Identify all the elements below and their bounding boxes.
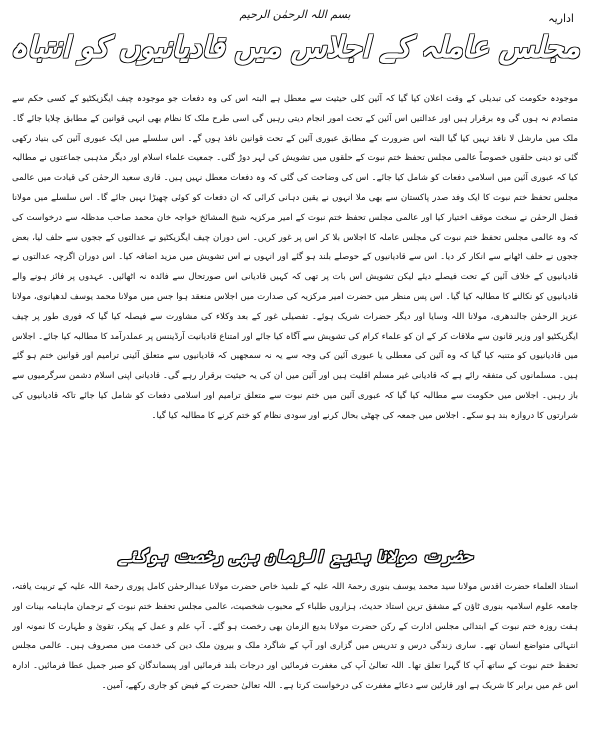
bismillah-heading: بسم اللہ الرحمٰن الرحیم [239, 8, 351, 21]
obituary-subheading: حضرت مولانا بدیع الزمان بھی رخصت ہوگئے [117, 547, 473, 567]
editorial-paragraph-two [12, 578, 578, 728]
editorial-title: مجلس عاملہ کے اجلاس میں قادیانیوں کو انتباہ [10, 30, 580, 64]
paragraph-one-text: موجودہ حکومت کی تبدیلی کے وقت اعلان کیا گیا کہ آئین کلی حیثیت سے معطل ہے البتہ اس کی وہ دفعات جو موجودہ چیف ایگزیکٹیو کے کسی حکم سے متصادم نہ ہوں گی وہ برقرار ہیں اور عدالتیں اس آئین کے تحت امور انجام دیتی رہیں گی اسی طرح ملک کا نظام بھی انہی قوانین کے مطابق چلایا جائے گا۔ ملک میں مارشل لا نافذ نہیں کیا گیا البتہ اس ضرورت کے مطابق عبوری آئین کے تحت قوانین نافذ ہوں گے۔ اس سلسلے میں ایک عبوری آئین کی بنیاد رکھی گئی تو دینی حلقوں خصوصاً عالمی مجلس تحفظ ختم نبوت کے حلقوں میں تشویش کی لہر دوڑ گئی۔ جمعیت علماء اسلام اور دیگر مذہبی جماعتوں نے مطالبہ کیا کہ عبوری آئین میں اسلامی دفعات کو شامل کیا جائے۔ اس کی وضاحت کی گئی کہ وہ دفعات معطل نہیں ہیں۔ قاری سعید الرحمٰن کی قیادت میں عالمی مجلس تحفظ ختم نبوت کا ایک وفد صدر پاکستان سے بھی ملا انہوں نے یقین دہانی کرائی کہ ان دفعات کو کوئی چھیڑا نہیں جائے گا۔ اس سلسلے میں مولانا فضل الرحمٰن نے سخت موقف اختیار کیا اور عالمی مجلس تحفظ ختم نبوت کے امیر مرکزیہ شیخ المشائخ خواجہ خان محمد صاحب مدظلہ سے درخواست کی کہ وہ عالمی مجلس تحفظ ختم نبوت کی مجلس عاملہ کا اجلاس بلا کر اس پر غور کریں۔ اس دوران چیف ایگزیکٹیو نے عدالتوں کے ججوں سے حلف لیا، بعض ججوں نے حلف اٹھانے سے انکار کر دیا۔ اس سے قادیانیوں کے حوصلے بلند ہو گئے اور انہوں نے اس تشویش میں مزید اضافہ کیا۔ اس دوران اگرچہ عدالتوں نے قادیانیوں کے خلاف آئین کے تحت فیصلے دیئے لیکن تشویش اس بات پر تھی کہ کہیں قادیانی اس صورتحال سے فائدہ نہ اٹھائیں۔ عہدوں پر فائز ہونے والے قادیانیوں کو نکالنے کا مطالبہ کیا گیا۔ اس پس منظر میں حضرت امیر مرکزیہ کی صدارت میں اجلاس منعقد ہوا جس میں مولانا محمد یوسف لدھیانوی، مولانا عزیز الرحمٰن جالندھری، مولانا اللہ وسایا اور دیگر حضرات شریک ہوئے۔ تفصیلی غور کے بعد وکلاء کی مشاورت سے فیصلہ کیا گیا کہ فوری طور پر چیف ایگزیکٹیو اور وزیر قانون سے ملاقات کر کے ان کو علماء کرام کی تشویش سے آگاہ کیا جائے اور امتناع قادیانیت آرڈیننس پر عملدرآمد کا مطالبہ کیا جائے۔ اجلاس میں قادیانیوں کو متنبہ کیا گیا کہ وہ آئین کی معطلی یا عبوری آئین کی وجہ سے یہ نہ سمجھیں کہ قادیانیوں سے متعلق آئینی ترامیم اور قوانین ختم ہو گئے ہیں۔ مسلمانوں کی متفقہ رائے ہے کہ قادیانی غیر مسلم اقلیت ہیں اور آئین میں ان کی یہ حیثیت برقرار رہے گی۔ قادیانی اپنی اسلام دشمن سرگرمیوں سے باز رہیں۔ اجلاس میں حکومت سے مطالبہ کیا گیا کہ عبوری آئین میں ختم نبوت سے متعلق ترامیم اور اسلامی دفعات کو شامل کیا جائے تاکہ قادیانیوں کی شرارتوں کا دروازہ بند ہو سکے۔ اجلاس میں جمعہ کی چھٹی بحال کرنے اور سودی نظام کو ختم کرنے کا مطالبہ کیا گیا۔ [12, 94, 578, 421]
editorial-paragraph-one [12, 90, 578, 530]
paragraph-two-text: استاذ العلماء حضرت اقدس مولانا سید محمد یوسف بنوری رحمۃ اللہ علیہ کے تلمیذ خاص حضرت مولانا عبدالرحمٰن کامل پوری رحمۃ اللہ علیہ کے تربیت یافتہ، جامعہ علوم اسلامیہ بنوری ٹاؤن کے مشفق ترین استاذ حدیث، ہزاروں طلباء کے محبوب شخصیت، عالمی مجلس تحفظ ختم نبوت کے ترجمان ماہنامہ بینات اور ہفت روزہ ختم نبوت کے ابتدائی مجلس ادارت کے رکن حضرت مولانا بدیع الزمان بھی رخصت ہو گئے۔ آپ علم و عمل کے پیکر، تقویٰ و طہارت کا نمونہ اور انتہائی متواضع انسان تھے۔ ساری زندگی درس و تدریس میں گزاری اور آپ کے شاگرد ملک و بیرون ملک دین کی خدمت میں مصروف ہیں۔ عالمی مجلس تحفظ ختم نبوت کے ساتھ آپ کا گہرا تعلق تھا۔ اللہ تعالیٰ آپ کی مغفرت فرمائیں اور درجات بلند فرمائیں اور پسماندگان کو صبر جمیل عطا فرمائیں۔ ادارہ اس غم میں برابر کا شریک ہے اور قارئین سے دعائے مغفرت کی درخواست کرتا ہے۔ اللہ تعالیٰ حضرت کے فیض کو جاری رکھے، آمین۔ [12, 582, 578, 691]
section-label: اداریہ [548, 12, 574, 25]
